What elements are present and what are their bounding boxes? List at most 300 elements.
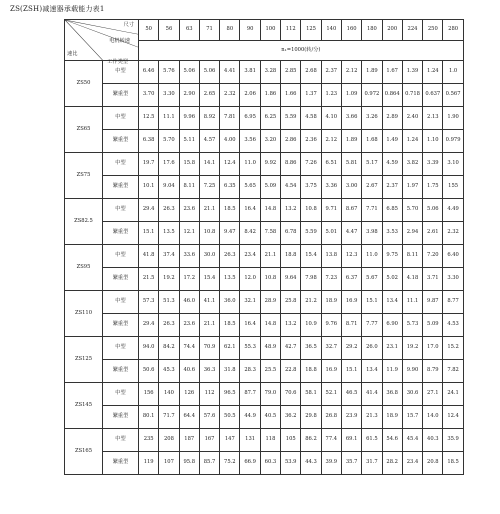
value-cell: 22.8 <box>281 360 301 383</box>
value-cell: 23.6 <box>179 314 199 337</box>
ratio-header-cell: 140 <box>321 20 341 41</box>
worktype-cell: 中型 <box>103 337 139 360</box>
worktype-cell: 中型 <box>103 291 139 314</box>
value-cell: 84.2 <box>159 337 179 360</box>
table-row <box>65 130 464 153</box>
value-cell: 2.68 <box>301 61 321 84</box>
model-cell: ZS110 <box>65 291 103 337</box>
value-cell: 96.5 <box>220 383 240 406</box>
value-cell: 4.58 <box>301 107 321 130</box>
value-cell: 69.1 <box>341 429 361 452</box>
value-cell: 6.40 <box>443 245 463 268</box>
value-cell: 58.1 <box>301 383 321 406</box>
value-cell: 1.39 <box>402 61 422 84</box>
value-cell: 11.9 <box>382 360 402 383</box>
ratio-header-cell: 280 <box>443 20 463 41</box>
value-cell: 6.85 <box>382 199 402 222</box>
value-cell: 1.90 <box>443 107 463 130</box>
value-cell: 2.65 <box>199 84 219 107</box>
ratio-header-cell: 50 <box>139 20 159 41</box>
value-cell: 3.98 <box>362 222 382 245</box>
value-cell: 1.23 <box>321 84 341 107</box>
value-cell: 15.1 <box>139 222 159 245</box>
model-cell: ZS82.5 <box>65 199 103 245</box>
value-cell: 23.1 <box>382 337 402 360</box>
value-cell: 11.0 <box>240 153 260 176</box>
value-cell: 8.77 <box>443 291 463 314</box>
value-cell: 5.67 <box>362 268 382 291</box>
value-cell: 15.1 <box>341 360 361 383</box>
value-cell: 3.30 <box>443 268 463 291</box>
value-cell: 20.8 <box>423 452 443 475</box>
value-cell: 8.79 <box>423 360 443 383</box>
value-cell: 14.1 <box>199 153 219 176</box>
value-cell: 7.71 <box>362 199 382 222</box>
value-cell: 33.6 <box>179 245 199 268</box>
value-cell: 6.46 <box>139 61 159 84</box>
value-cell: 18.9 <box>382 406 402 429</box>
value-cell: 41.8 <box>139 245 159 268</box>
value-cell: 5.81 <box>341 153 361 176</box>
table-row <box>65 199 464 222</box>
value-cell: 6.25 <box>260 107 280 130</box>
value-cell: 7.26 <box>301 153 321 176</box>
value-cell: 45.3 <box>159 360 179 383</box>
value-cell: 8.92 <box>199 107 219 130</box>
value-cell: 21.2 <box>301 291 321 314</box>
value-cell: 2.12 <box>321 130 341 153</box>
value-cell: 10.1 <box>139 176 159 199</box>
value-cell: 105 <box>281 429 301 452</box>
value-cell: 167 <box>199 429 219 452</box>
value-cell: 26.3 <box>159 199 179 222</box>
table-row <box>65 337 464 360</box>
value-cell: 10.8 <box>301 199 321 222</box>
value-cell: 3.82 <box>402 153 422 176</box>
value-cell: 1.86 <box>260 84 280 107</box>
value-cell: 2.13 <box>423 107 443 130</box>
value-cell: 5.76 <box>159 61 179 84</box>
value-cell: 13.2 <box>281 199 301 222</box>
value-cell: 3.00 <box>341 176 361 199</box>
value-cell: 140 <box>159 383 179 406</box>
value-cell: 40.3 <box>423 429 443 452</box>
value-cell: 46.0 <box>179 291 199 314</box>
value-cell: 11.1 <box>159 107 179 130</box>
ratio-header-cell: 250 <box>423 20 443 41</box>
value-cell: 15.4 <box>199 268 219 291</box>
value-cell: 62.1 <box>220 337 240 360</box>
value-cell: 9.90 <box>402 360 422 383</box>
value-cell: 5.06 <box>179 61 199 84</box>
value-cell: 41.4 <box>362 383 382 406</box>
value-cell: 131 <box>240 429 260 452</box>
value-cell: 5.11 <box>179 130 199 153</box>
worktype-cell: 中型 <box>103 383 139 406</box>
model-cell: ZS165 <box>65 429 103 475</box>
value-cell: 26.0 <box>362 337 382 360</box>
value-cell: 5.17 <box>362 153 382 176</box>
value-cell: 2.67 <box>362 176 382 199</box>
value-cell: 7.58 <box>260 222 280 245</box>
value-cell: 3.10 <box>443 153 463 176</box>
value-cell: 16.9 <box>321 360 341 383</box>
value-cell: 1.66 <box>281 84 301 107</box>
worktype-cell: 中型 <box>103 61 139 84</box>
value-cell: 4.54 <box>281 176 301 199</box>
value-cell: 5.06 <box>199 61 219 84</box>
value-cell: 7.77 <box>362 314 382 337</box>
value-cell: 26.3 <box>159 314 179 337</box>
worktype-cell: 中型 <box>103 199 139 222</box>
value-cell: 2.90 <box>179 84 199 107</box>
value-cell: 21.1 <box>199 314 219 337</box>
value-cell: 3.28 <box>260 61 280 84</box>
value-cell: 19.2 <box>159 268 179 291</box>
value-cell: 18.8 <box>281 245 301 268</box>
worktype-cell: 中型 <box>103 153 139 176</box>
value-cell: 7.20 <box>423 245 443 268</box>
value-cell: 2.86 <box>281 130 301 153</box>
value-cell: 14.0 <box>423 406 443 429</box>
value-cell: 12.4 <box>443 406 463 429</box>
value-cell: 16.9 <box>341 291 361 314</box>
value-cell: 19.2 <box>402 337 422 360</box>
value-cell: 3.53 <box>382 222 402 245</box>
worktype-cell: 繁重型 <box>103 222 139 245</box>
value-cell: 32.7 <box>321 337 341 360</box>
value-cell: 94.0 <box>139 337 159 360</box>
value-cell: 2.89 <box>382 107 402 130</box>
value-cell: 25.8 <box>281 291 301 314</box>
value-cell: 0.972 <box>362 84 382 107</box>
value-cell: 26.8 <box>321 406 341 429</box>
value-cell: 77.4 <box>321 429 341 452</box>
value-cell: 29.2 <box>341 337 361 360</box>
value-cell: 3.56 <box>240 130 260 153</box>
value-cell: 5.09 <box>260 176 280 199</box>
worktype-cell: 繁重型 <box>103 314 139 337</box>
value-cell: 17.6 <box>159 153 179 176</box>
value-cell: 3.20 <box>260 130 280 153</box>
value-cell: 17.2 <box>179 268 199 291</box>
value-cell: 8.11 <box>402 245 422 268</box>
value-cell: 2.06 <box>240 84 260 107</box>
value-cell: 1.75 <box>423 176 443 199</box>
value-cell: 29.4 <box>139 199 159 222</box>
value-cell: 31.8 <box>220 360 240 383</box>
value-cell: 9.64 <box>281 268 301 291</box>
value-cell: 9.96 <box>179 107 199 130</box>
table-row <box>65 383 464 406</box>
table-row <box>65 245 464 268</box>
worktype-cell: 繁重型 <box>103 360 139 383</box>
value-cell: 70.9 <box>199 337 219 360</box>
value-cell: 3.66 <box>341 107 361 130</box>
value-cell: 6.51 <box>321 153 341 176</box>
value-cell: 1.97 <box>402 176 422 199</box>
value-cell: 9.04 <box>159 176 179 199</box>
value-cell: 23.4 <box>240 245 260 268</box>
table-row <box>65 452 464 475</box>
value-cell: 14.8 <box>260 314 280 337</box>
value-cell: 6.78 <box>281 222 301 245</box>
value-cell: 21.3 <box>362 406 382 429</box>
table-row <box>65 268 464 291</box>
value-cell: 8.71 <box>341 314 361 337</box>
value-cell: 28.9 <box>260 291 280 314</box>
value-cell: 6.37 <box>341 268 361 291</box>
value-cell: 9.87 <box>423 291 443 314</box>
value-cell: 12.1 <box>179 222 199 245</box>
value-cell: 18.5 <box>220 199 240 222</box>
ratio-header-cell: 71 <box>199 20 219 41</box>
value-cell: 64.4 <box>179 406 199 429</box>
value-cell: 48.9 <box>260 337 280 360</box>
value-cell: 7.25 <box>199 176 219 199</box>
value-cell: 13.8 <box>321 245 341 268</box>
value-cell: 112 <box>199 383 219 406</box>
value-cell: 50.6 <box>139 360 159 383</box>
model-cell: ZS95 <box>65 245 103 291</box>
value-cell: 12.5 <box>139 107 159 130</box>
value-cell: 5.59 <box>281 107 301 130</box>
value-cell: 40.5 <box>260 406 280 429</box>
ratio-header-cell: 56 <box>159 20 179 41</box>
value-cell: 2.94 <box>402 222 422 245</box>
value-cell: 53.9 <box>281 452 301 475</box>
value-cell: 15.2 <box>443 337 463 360</box>
value-cell: 5.01 <box>321 222 341 245</box>
value-cell: 95.8 <box>179 452 199 475</box>
value-cell: 87.7 <box>240 383 260 406</box>
value-cell: 7.23 <box>321 268 341 291</box>
value-cell: 23.6 <box>179 199 199 222</box>
value-cell: 60.3 <box>260 452 280 475</box>
value-cell: 31.7 <box>362 452 382 475</box>
value-cell: 235 <box>139 429 159 452</box>
value-cell: 27.1 <box>423 383 443 406</box>
ratio-header-cell: 125 <box>301 20 321 41</box>
worktype-cell: 繁重型 <box>103 406 139 429</box>
value-cell: 3.81 <box>240 61 260 84</box>
value-cell: 85.7 <box>199 452 219 475</box>
value-cell: 1.24 <box>402 130 422 153</box>
model-cell: ZS125 <box>65 337 103 383</box>
value-cell: 2.61 <box>423 222 443 245</box>
value-cell: 18.5 <box>443 452 463 475</box>
value-cell: 2.40 <box>402 107 422 130</box>
value-cell: 3.71 <box>423 268 443 291</box>
value-cell: 36.2 <box>281 406 301 429</box>
value-cell: 1.10 <box>423 130 443 153</box>
value-cell: 5.70 <box>402 199 422 222</box>
value-cell: 42.7 <box>281 337 301 360</box>
value-cell: 39.9 <box>321 452 341 475</box>
value-cell: 4.00 <box>220 130 240 153</box>
value-cell: 51.3 <box>159 291 179 314</box>
value-cell: 80.1 <box>139 406 159 429</box>
worktype-cell: 中型 <box>103 245 139 268</box>
value-cell: 50.5 <box>220 406 240 429</box>
value-cell: 25.5 <box>260 360 280 383</box>
value-cell: 0.567 <box>443 84 463 107</box>
value-cell: 3.39 <box>423 153 443 176</box>
value-cell: 6.35 <box>220 176 240 199</box>
value-cell: 3.75 <box>301 176 321 199</box>
value-cell: 30.0 <box>199 245 219 268</box>
value-cell: 208 <box>159 429 179 452</box>
value-cell: 119 <box>139 452 159 475</box>
value-cell: 35.9 <box>443 429 463 452</box>
value-cell: 70.6 <box>281 383 301 406</box>
value-cell: 4.41 <box>220 61 240 84</box>
header-row-ratios <box>65 20 464 41</box>
value-cell: 36.5 <box>301 337 321 360</box>
value-cell: 21.1 <box>199 199 219 222</box>
value-cell: 2.37 <box>321 61 341 84</box>
value-cell: 5.65 <box>240 176 260 199</box>
value-cell: 29.8 <box>301 406 321 429</box>
value-cell: 4.47 <box>341 222 361 245</box>
value-cell: 8.86 <box>281 153 301 176</box>
value-cell: 107 <box>159 452 179 475</box>
value-cell: 23.4 <box>402 452 422 475</box>
model-cell: ZS50 <box>65 61 103 107</box>
ratio-header-cell: 63 <box>179 20 199 41</box>
value-cell: 37.4 <box>159 245 179 268</box>
value-cell: 61.5 <box>362 429 382 452</box>
value-cell: 4.59 <box>382 153 402 176</box>
table-row <box>65 153 464 176</box>
value-cell: 7.81 <box>220 107 240 130</box>
value-cell: 23.9 <box>341 406 361 429</box>
table-row <box>65 360 464 383</box>
value-cell: 0.718 <box>402 84 422 107</box>
value-cell: 13.2 <box>281 314 301 337</box>
worktype-cell: 繁重型 <box>103 130 139 153</box>
table-row <box>65 429 464 452</box>
speed-value: n₁=1000(转/分) <box>139 41 464 61</box>
worktype-cell: 繁重型 <box>103 84 139 107</box>
value-cell: 10.8 <box>260 268 280 291</box>
value-cell: 66.9 <box>240 452 260 475</box>
value-cell: 7.98 <box>301 268 321 291</box>
value-cell: 79.0 <box>260 383 280 406</box>
value-cell: 15.4 <box>301 245 321 268</box>
value-cell: 155 <box>443 176 463 199</box>
value-cell: 1.09 <box>341 84 361 107</box>
table-row <box>65 176 464 199</box>
value-cell: 52.1 <box>321 383 341 406</box>
value-cell: 1.37 <box>301 84 321 107</box>
ratio-header-cell: 112 <box>281 20 301 41</box>
model-cell: ZS145 <box>65 383 103 429</box>
value-cell: 0.864 <box>382 84 402 107</box>
value-cell: 2.32 <box>220 84 240 107</box>
value-cell: 1.89 <box>341 130 361 153</box>
value-cell: 1.67 <box>382 61 402 84</box>
value-cell: 9.71 <box>321 199 341 222</box>
value-cell: 44.3 <box>301 452 321 475</box>
value-cell: 13.4 <box>362 360 382 383</box>
value-cell: 18.5 <box>220 314 240 337</box>
table-row <box>65 406 464 429</box>
value-cell: 8.11 <box>179 176 199 199</box>
value-cell: 32.1 <box>240 291 260 314</box>
value-cell: 15.7 <box>402 406 422 429</box>
value-cell: 21.5 <box>139 268 159 291</box>
value-cell: 14.8 <box>260 199 280 222</box>
value-cell: 5.59 <box>301 222 321 245</box>
value-cell: 86.2 <box>301 429 321 452</box>
ratio-header-cell: 90 <box>240 20 260 41</box>
worktype-cell: 繁重型 <box>103 268 139 291</box>
value-cell: 55.3 <box>240 337 260 360</box>
value-cell: 7.82 <box>443 360 463 383</box>
value-cell: 1.49 <box>382 130 402 153</box>
speed-label: 电机转速 <box>109 38 130 44</box>
value-cell: 126 <box>179 383 199 406</box>
value-cell: 5.02 <box>382 268 402 291</box>
value-cell: 1.24 <box>423 61 443 84</box>
value-cell: 54.6 <box>382 429 402 452</box>
value-cell: 147 <box>220 429 240 452</box>
value-cell: 8.67 <box>341 199 361 222</box>
value-cell: 2.32 <box>443 222 463 245</box>
value-cell: 3.36 <box>321 176 341 199</box>
document-title: ZS(ZSH)减速器承载能力表1 <box>10 5 105 13</box>
ratio-header-cell: 160 <box>341 20 361 41</box>
value-cell: 1.68 <box>362 130 382 153</box>
value-cell: 18.9 <box>321 291 341 314</box>
ratio-header-cell: 100 <box>260 20 280 41</box>
value-cell: 57.6 <box>199 406 219 429</box>
value-cell: 16.4 <box>240 314 260 337</box>
value-cell: 8.42 <box>240 222 260 245</box>
value-cell: 0.979 <box>443 130 463 153</box>
value-cell: 9.92 <box>260 153 280 176</box>
model-cell: ZS65 <box>65 107 103 153</box>
value-cell: 57.3 <box>139 291 159 314</box>
value-cell: 6.38 <box>139 130 159 153</box>
value-cell: 45.4 <box>402 429 422 452</box>
table-row <box>65 291 464 314</box>
value-cell: 9.76 <box>321 314 341 337</box>
value-cell: 28.2 <box>382 452 402 475</box>
ratio-header-cell: 200 <box>382 20 402 41</box>
worktype-cell: 繁重型 <box>103 176 139 199</box>
value-cell: 2.37 <box>382 176 402 199</box>
worktype-cell: 中型 <box>103 107 139 130</box>
value-cell: 74.4 <box>179 337 199 360</box>
value-cell: 13.4 <box>382 291 402 314</box>
value-cell: 3.70 <box>139 84 159 107</box>
value-cell: 6.95 <box>240 107 260 130</box>
value-cell: 13.5 <box>220 268 240 291</box>
value-cell: 4.10 <box>321 107 341 130</box>
value-cell: 12.3 <box>341 245 361 268</box>
value-cell: 35.7 <box>341 452 361 475</box>
table-row <box>65 222 464 245</box>
size-label: 尺寸 <box>123 22 134 28</box>
ratio-header-cell: 180 <box>362 20 382 41</box>
value-cell: 10.8 <box>199 222 219 245</box>
value-cell: 21.1 <box>260 245 280 268</box>
value-cell: 2.12 <box>341 61 361 84</box>
value-cell: 15.8 <box>179 153 199 176</box>
value-cell: 28.3 <box>240 360 260 383</box>
